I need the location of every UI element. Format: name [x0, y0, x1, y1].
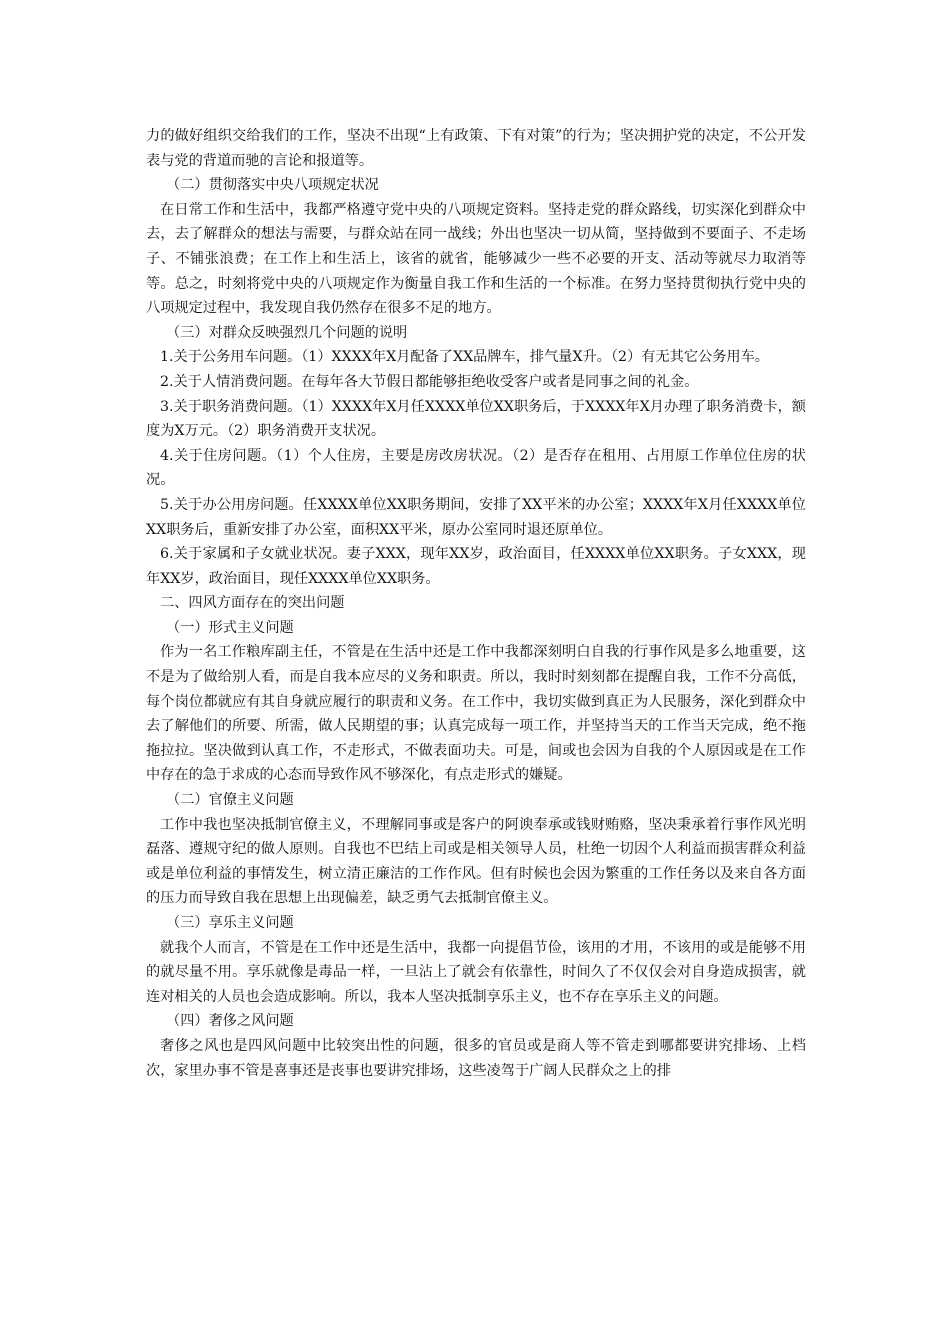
document-page: [146, 124, 806, 1083]
paragraph-formalism: 作为一名工作粮库副主任，不管是在生活中还是工作中我都深刻明白自我的行事作风是多么地重要，这不是为了做给别人看，而是自我本应尽的义务和职责。所以，我时时刻刻都在提醒自我，工作不分高低，每个岗位都就应有其自身就应履行的职责和义务。在工作中，我切实做到真正为人民服务，深化到群众中去了解他们的所要、所需，做人民期望的事；认真完成每一项工作，并坚持当天的工作当天完成，绝不拖拖拉拉。坚决做到认真工作，不走形式，不做表面功夫。可是，间或也会因为自我的个人原因或是在工作中存在的急于求成的心态而导致作风不够深化，有点走形式的嫌疑。: [146, 644, 806, 784]
list-item-family-employment: 6.关于家属和子女就业状况。妻子XXX，现年XX岁，政治面目，任XXXX单位XX职务。子女XXX，现年XX岁，政治面目，现任XXXX单位XX职务。: [146, 546, 806, 587]
chapter-heading-four-winds: 二、四风方面存在的突出问题: [160, 595, 345, 612]
paragraph-extravagance: 奢侈之风也是四风问题中比较突出性的问题，很多的官员或是商人等不管走到哪都要讲究排场、上档次，家里办事不管是喜事还是丧事也要讲究排场，这些凌驾于广阔人民群众之上的排: [146, 1037, 806, 1079]
list-item-duty-spending: 3.关于职务消费问题。（1）XXXX年X月任XXXX单位XX职务后，于XXXX年X月办理了职务消费卡，额度为X万元。（2）职务消费开支状况。: [146, 398, 806, 440]
section-heading-formalism: （一）形式主义问题: [166, 619, 294, 636]
section-heading-extravagance: （四）奢侈之风问题: [166, 1013, 294, 1030]
paragraph-eight-rules: 在日常工作和生活中，我都严格遵守党中央的八项规定资料。坚持走党的群众路线，切实深化到群众中去，去了解群众的想法与需要，与群众站在同一战线；外出也坚决一切从简，坚持做到不要面子、不走场子、不铺张浪费；在工作上和生活上，该省的就省，能够减少一些不必要的开支、活动等就尽力取消等等。总之，时刻将党中央的八项规定作为衡量自我工作和生活的一个标准。在努力坚持贯彻执行党中央的八项规定过程中，我发现自我仍然存在很多不足的地方。: [146, 201, 806, 317]
paragraph-hedonism: 就我个人而言，不管是在工作中还是生活中，我都一向提倡节俭，该用的才用，不该用的或是能够不用的就尽量不用。享乐就像是毒品一样，一旦沾上了就会有依靠性，时间久了不仅仅会对自身造成损害，就连对相关的人员也会造成影响。所以，我本人坚决抵制享乐主义，也不存在享乐主义的问题。: [146, 939, 806, 1005]
section-heading-public-concerns: （三）对群众反映强烈几个问题的说明: [166, 324, 408, 341]
paragraph-continuation: 力的做好组织交给我们的工作，坚决不出现“上有政策、下有对策”的行为；坚决拥护党的决定，不公开发表与党的背道而驰的言论和报道等。: [146, 128, 806, 169]
paragraph-bureaucratism: 工作中我也坚决抵制官僚主义，不理解同事或是客户的阿谀奉承或钱财贿赂，坚决秉承着行事作风光明磊落、遵规守纪的做人原则。自我也不巴结上司或是相关领导人员，杜绝一切因个人利益而损害群众利益或是单位利益的事情发生，树立清正廉洁的工作作风。但有时候也会因为繁重的工作任务以及来自各方面的压力而导致自我在思想上出现偏差，缺乏勇气去抵制官僚主义。: [146, 816, 806, 907]
section-heading-bureaucratism: （二）官僚主义问题: [166, 792, 294, 809]
list-item-official-car: 1.关于公务用车问题。（1）XXXX年X月配备了XX品牌车，排气量X升。（2）有无其它公务用车。: [160, 349, 769, 366]
list-item-gift-spending: 2.关于人情消费问题。在每年各大节假日都能够拒绝收受客户或者是同事之间的礼金。: [160, 373, 699, 390]
list-item-housing: 4.关于住房问题。（1）个人住房，主要是房改房状况。（2）是否存在租用、占用原工作单位住房的状况。: [146, 447, 806, 489]
section-heading-eight-rules: （二）贯彻落实中央八项规定状况: [166, 177, 379, 194]
list-item-office-space: 5.关于办公用房问题。任XXXX单位XX职务期间，安排了XX平米的办公室；XXXX年X月任XXXX单位XX职务后，重新安排了办公室，面积XX平米，原办公室同时退还原单位。: [146, 496, 806, 538]
section-heading-hedonism: （三）享乐主义问题: [166, 915, 294, 931]
